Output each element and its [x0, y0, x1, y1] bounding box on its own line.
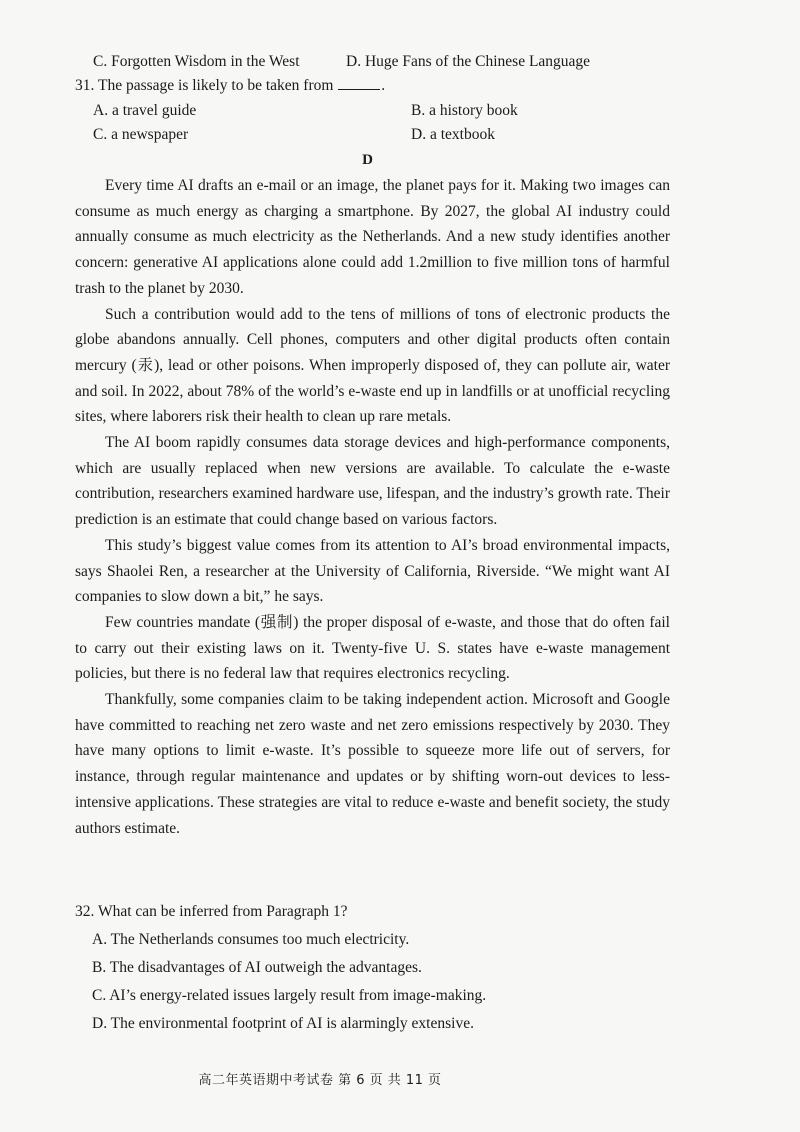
- q31-stem-text: 31. The passage is likely to be taken from: [75, 77, 334, 94]
- q31-stem: [75, 73, 385, 99]
- q30-option-c: C. Forgotten Wisdom in the West: [93, 53, 300, 70]
- q32-option-b: B. The disadvantages of AI outweigh the advantages.: [92, 959, 422, 976]
- passage-paragraph-3: The AI boom rapidly consumes data storage devices and high-performance components, which are usually replaced when new versions are available. To calculate the e-waste contribution, researchers examined hardware use, lifespan, and the industry’s growth rate. Their prediction is an estimate that could change based on various factors.: [75, 434, 670, 529]
- q32-option-c: C. AI’s energy-related issues largely result from image-making.: [92, 987, 487, 1004]
- q31-options-row-2: [93, 122, 713, 148]
- reading-passage: [75, 173, 670, 841]
- q31-option-c: C. a newspaper: [93, 126, 189, 143]
- q31-stem-end: .: [381, 77, 386, 94]
- passage-paragraph-5: Few countries mandate (强制) the proper disposal of e-waste, and those that do often fail to carry out their existing laws on it. Twenty-five U. S. states have e-waste management policies, but there is no federal law that requires electronics recycling.: [75, 613, 670, 683]
- q32-option-d: D. The environmental footprint of AI is alarmingly extensive.: [92, 1015, 474, 1032]
- passage-paragraph-1: Every time AI drafts an e-mail or an image, the planet pays for it. Making two images can consume as much energy as charging a smartphone. By 2027, the global AI industry could annually consume as much electricity as the Netherlands. And a new study identifies another concern: generative AI applications alone could add 1.2million to five million tons of harmful trash to the planet by 2030.: [75, 177, 670, 297]
- passage-paragraph-6: Thankfully, some companies claim to be taking independent action. Microsoft and Google have committed to reaching net zero waste and net zero emissions respectively by 2030. They have many options to limit e-waste. It’s possible to squeeze more life out of servers, for instance, through regular maintenance and updates or by shifting worn-out devices to less-intensive applications. These strategies are vital to reduce e-waste and benefit society, the study authors estimate.: [75, 691, 670, 837]
- q31-answer-blank: [338, 73, 380, 90]
- passage-paragraph-2: Such a contribution would add to the tens of millions of tons of electronic products the globe abandons annually. Cell phones, computers and other digital products often contain mercury (汞), lead or other poisons. When improperly disposed of, they can pollute air, water and soil. In 2022, about 78% of the world’s e-waste end up in landfills or at unofficial recycling sites, where laborers risk their health to clean up rare metals.: [75, 305, 670, 426]
- q32-stem: 32. What can be inferred from Paragraph 1?: [75, 903, 348, 920]
- q30-options-row: [93, 49, 713, 75]
- page-footer: 高二年英语期中考试卷 第 6 页 共 11 页: [198, 1073, 442, 1088]
- q31-option-d: D. a textbook: [411, 126, 495, 143]
- section-title: D: [362, 152, 373, 168]
- passage-paragraph-4: This study’s biggest value comes from its attention to AI’s broad environmental impacts, says Shaolei Ren, a researcher at the University of California, Riverside. “We might want AI companies to slow down a bit,” he says.: [75, 536, 670, 606]
- q30-option-d: D. Huge Fans of the Chinese Language: [346, 53, 591, 70]
- q31-option-b: B. a history book: [411, 102, 518, 119]
- question-32: [75, 898, 695, 1038]
- q31-option-a: A. a travel guide: [93, 102, 197, 119]
- q31-options-row-1: [93, 98, 713, 124]
- q32-option-a: A. The Netherlands consumes too much electricity.: [92, 931, 410, 948]
